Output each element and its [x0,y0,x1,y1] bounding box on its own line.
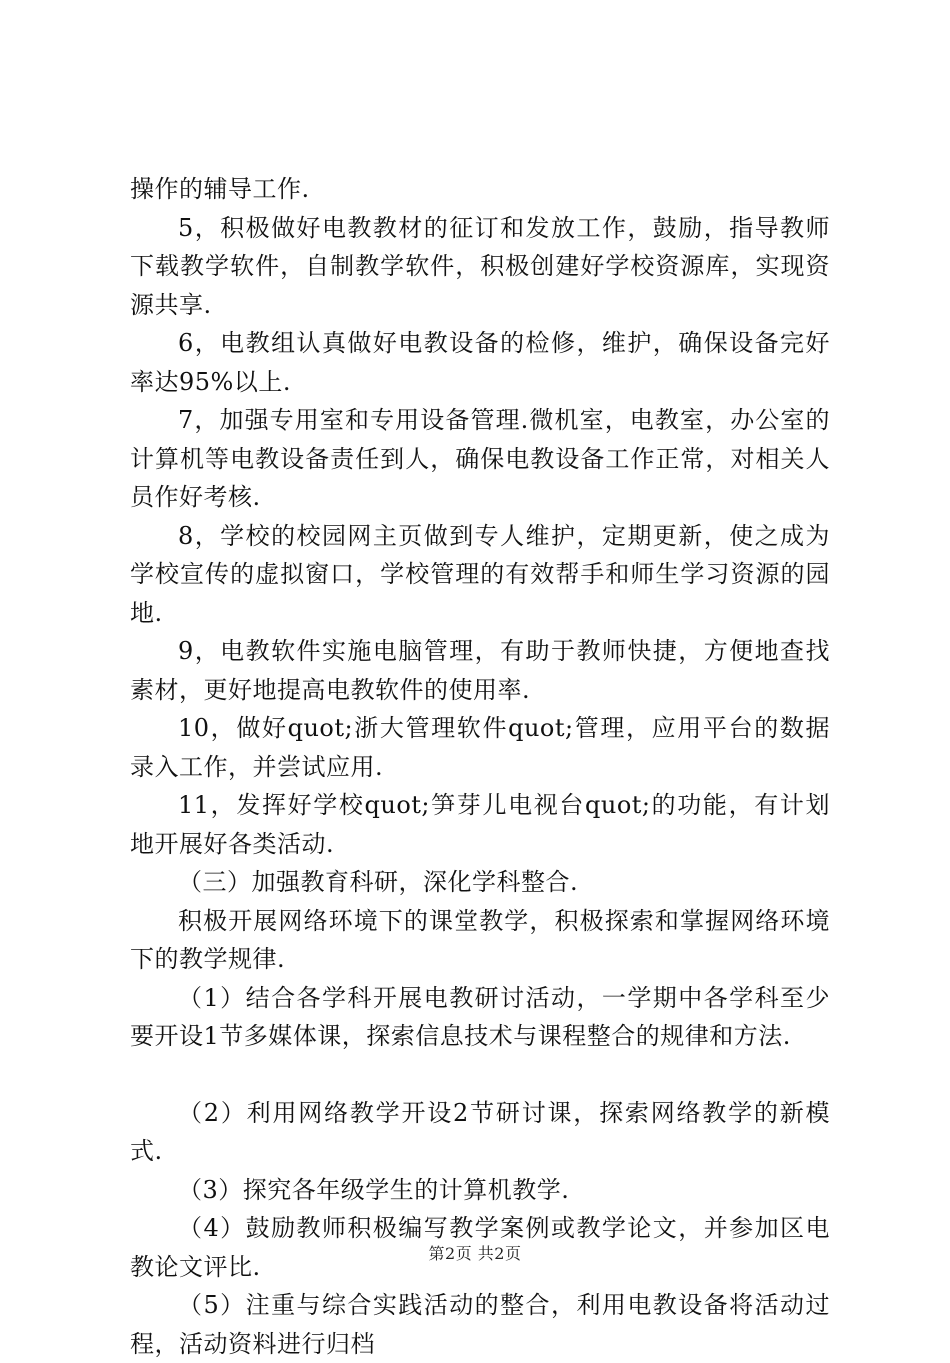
paragraph-item-7: 7，加强专用室和专用设备管理.微机室，电教室，办公室的计算机等电教设备责任到人，确保电教设备工作正常，对相关人员作好考核. [130,406,830,511]
section-heading-3: （三）加强教育科研，深化学科整合. [178,868,579,896]
document-body [130,170,830,1363]
paragraph-continuation: 操作的辅导工作. [130,175,310,203]
subitem-2: （2）利用网络教学开设2节研讨课，探索网络教学的新模式. [130,1098,830,1165]
subitem-4: （4）鼓励教师积极编写教学案例或教学论文，并参加区电教论文评比. [130,1214,830,1281]
subitem-1: （1）结合各学科开展电教研讨活动，一学期中各学科至少要开设1节多媒体课，探索信息技术与课程整合的规律和方法. [130,983,830,1050]
paragraph-item-9: 9，电教软件实施电脑管理，有助于教师快捷，方便地查找素材，更好地提高电教软件的使用率. [130,637,830,704]
subitem-3: （3）探究各年级学生的计算机教学. [178,1175,570,1204]
page-footer: 第2页 共2页 [428,1244,522,1263]
paragraph-item-10: 10，做好quot;浙大管理软件quot;管理，应用平台的数据录入工作，并尝试应用. [130,714,830,781]
subitem-5: （5）注重与综合实践活动的整合，利用电教设备将活动过程，活动资料进行归档 [130,1291,830,1358]
paragraph-item-5: 5，积极做好电教教材的征订和发放工作，鼓励，指导教师下载教学软件，自制教学软件，积极创建好学校资源库，实现资源共享. [130,213,830,319]
section-intro: 积极开展网络环境下的课堂教学，积极探索和掌握网络环境下的教学规律. [130,906,830,973]
paragraph-item-11: 11，发挥好学校quot;笋芽儿电视台quot;的功能，有计划地开展好各类活动. [130,791,830,858]
paragraph-item-6: 6，电教组认真做好电教设备的检修，维护，确保设备完好率达95%以上. [130,329,830,396]
paragraph-item-8: 8，学校的校园网主页做到专人维护，定期更新，使之成为学校宣传的虚拟窗口，学校管理的有效帮手和师生学习资源的园地. [130,521,830,627]
